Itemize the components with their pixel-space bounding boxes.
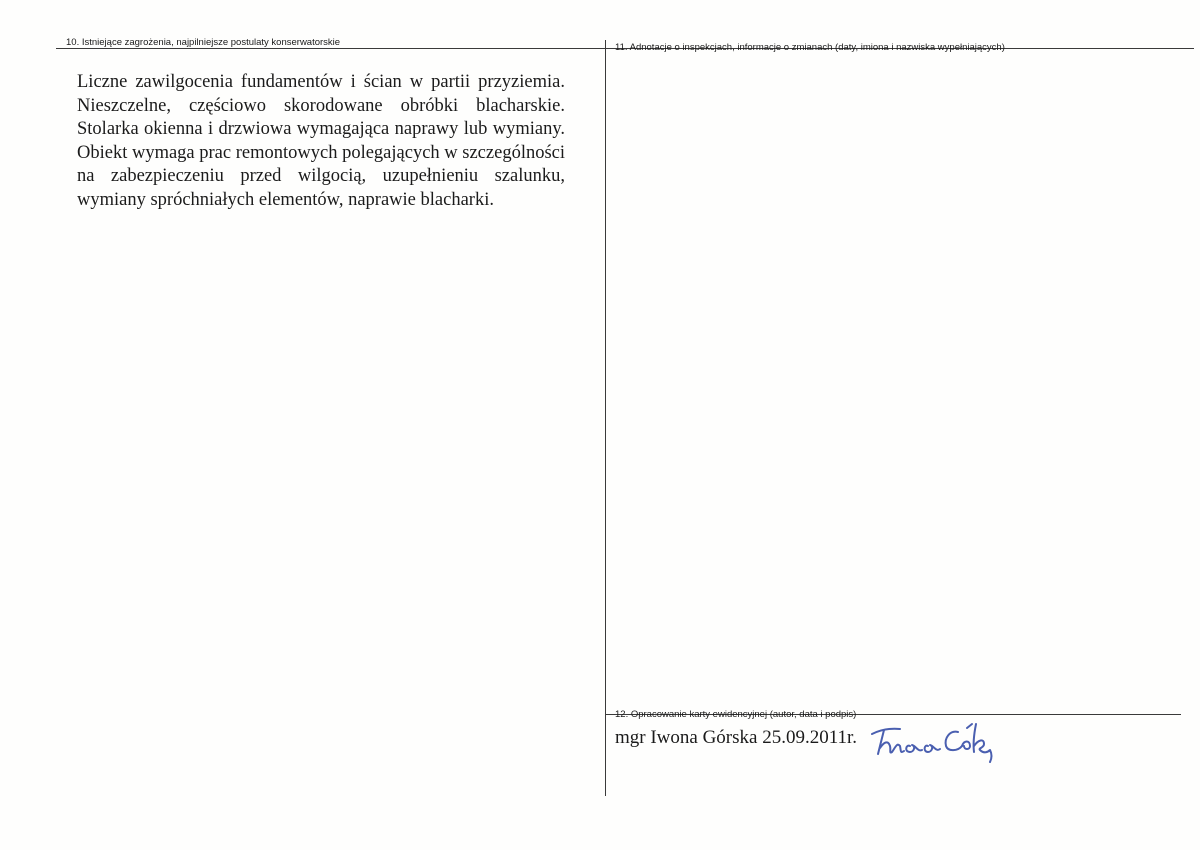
section11-label: 11. Adnotacje o inspekcjach, informacje o zmianach (daty, imiona i nazwiska wypełniających) [615, 42, 1005, 53]
author-line: mgr Iwona Górska 25.09.2011r. [615, 727, 858, 748]
signature-icon [866, 716, 1006, 764]
section12-label: 12. Opracowanie karty ewidencyjnej (autor, data i podpis) [615, 709, 857, 720]
signature-image [866, 716, 1006, 764]
section10-label: 10. Istniejące zagrożenia, najpilniejsze postulaty konserwatorskie [66, 37, 341, 48]
column-divider [605, 40, 606, 796]
section10-text: Liczne zawilgocenia fundamentów i ścian w partii przyziemia. Nieszczelne, częściowo skorodowane obróbki blacharskie. Stolarka okienna i drzwiowa wymagająca naprawy lub wymiany. Obiekt wymaga prac remontowych polegających w szczególności na zabezpieczeniu przed wilgocią, uzupełnieniu szalunku, wymiany spróchniałych elementów, naprawie blacharki. [77, 72, 566, 210]
